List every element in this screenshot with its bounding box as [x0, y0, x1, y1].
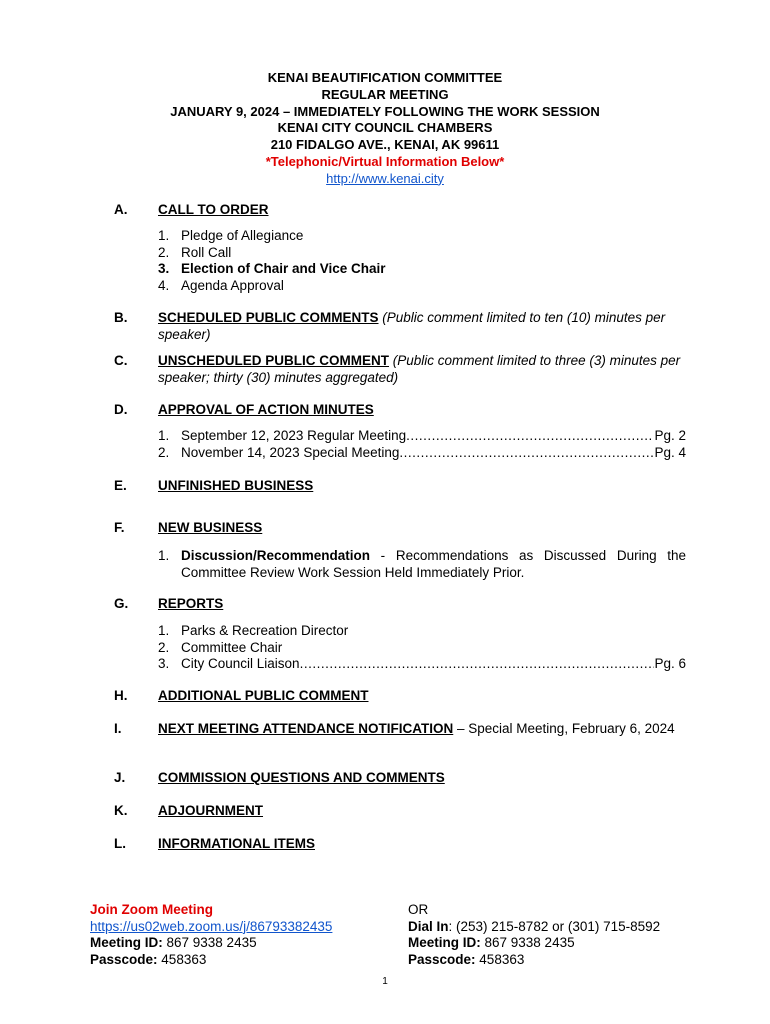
- list-item: 2. Roll Call: [158, 244, 232, 260]
- list-item: 3. Election of Chair and Vice Chair: [158, 261, 386, 276]
- section-title: NEW BUSINESS: [158, 520, 263, 535]
- section-note: (Public comment limited to three (3) minutes per speaker; thirty (30) minutes aggregated): [158, 353, 681, 385]
- section-title: REPORTS: [158, 596, 224, 611]
- list-item: 1. Pledge of Allegiance: [158, 228, 304, 243]
- list-item: 2. Committee Chair: [158, 639, 283, 655]
- meeting-address: 210 FIDALGO AVE., KENAI, AK 99611: [270, 137, 500, 153]
- call-to-order-list: [158, 228, 686, 294]
- dial-in-info: [408, 902, 660, 968]
- zoom-passcode: Passcode: 458363: [90, 951, 207, 967]
- meeting-date: JANUARY 9, 2024 – IMMEDIATELY FOLLOWING THE WORK SESSION: [170, 103, 600, 119]
- telephonic-notice: *Telephonic/Virtual Information Below*: [265, 153, 505, 169]
- dial-passcode: Passcode: 458363: [408, 951, 525, 967]
- new-business-list: [158, 548, 686, 581]
- page-reference: Pg. 6: [654, 656, 686, 671]
- zoom-title: Join Zoom Meeting: [90, 902, 213, 917]
- or-label: OR: [408, 902, 429, 917]
- section-title: SCHEDULED PUBLIC COMMENTS: [158, 310, 379, 325]
- section-title: ADDITIONAL PUBLIC COMMENT: [158, 688, 369, 703]
- minutes-list: [158, 428, 686, 461]
- page-number: 1: [382, 976, 388, 987]
- meeting-location: KENAI CITY COUNCIL CHAMBERS: [277, 120, 493, 136]
- page-reference: Pg. 4: [654, 444, 686, 460]
- section-title: COMMISSION QUESTIONS AND COMMENTS: [158, 770, 445, 785]
- dial-meeting-id: Meeting ID: 867 9338 2435: [408, 935, 575, 950]
- reports-list: [158, 623, 686, 673]
- list-item: 3. City Council Liaison ..... Pg. 6: [158, 656, 686, 673]
- section-text: – Special Meeting, February 6, 2024: [453, 721, 675, 736]
- zoom-meeting-id: Meeting ID: 867 9338 2435: [90, 935, 257, 950]
- list-item: 1. Discussion/Recommendation - Recommendations as Discussed During the Committee Review Work Session Held Immediately Prior.: [158, 548, 686, 580]
- committee-name: KENAI BEAUTIFICATION COMMITTEE: [267, 70, 503, 85]
- agenda-header: [0, 70, 770, 188]
- section-title: UNSCHEDULED PUBLIC COMMENT: [158, 353, 389, 368]
- city-website-link[interactable]: http://www.kenai.city: [326, 170, 444, 186]
- meeting-type: REGULAR MEETING: [321, 86, 449, 102]
- section-note: (Public comment limited to ten (10) minutes per speaker): [158, 310, 666, 342]
- zoom-link[interactable]: https://us02web.zoom.us/j/86793382435: [90, 918, 333, 934]
- zoom-info: [90, 902, 332, 968]
- section-title: NEXT MEETING ATTENDANCE NOTIFICATION: [158, 721, 454, 736]
- section-title: INFORMATIONAL ITEMS: [158, 836, 315, 851]
- dial-in-numbers: Dial In: (253) 215-8782 or (301) 715-8592: [408, 918, 661, 934]
- page-reference: Pg. 2: [654, 428, 686, 443]
- list-item: 4. Agenda Approval: [158, 277, 284, 293]
- section-title: UNFINISHED BUSINESS: [158, 478, 314, 493]
- agenda-page: KENAI BEAUTIFICATION COMMITTEE REGULAR MEETING JANUARY 9, 2024 – IMMEDIATELY FOLLOWING THE WORK SESSION KENAI CITY COUNCIL CHAMBERS 210 FIDALGO AVE., KENAI, AK 99611 *Telephonic/Virtual Information Below* http://www.kenai.city A. CALL TO ORDER 1. Pledge of Allegiance 2. Roll Call 3. Election of Chair and Vice Chair 4. Agenda Approval B. SCHEDULED PUBLIC COMMENTS (Public comment limited to ten (10) minutes per speaker) C. UNSCHEDULED PUBLIC COMMENT (Public comment limited to three (3) minutes per speaker; thirty (30) minutes aggregated) D. APPROVAL OF ACTION MINUTES 1. September 12, 2023 Regular Meeting ..... Pg. 2 2. November 14, 2023 Special Meeting ..... Pg. 4 E. UNFINISHED BUSINESS F. NEW BUSINESS 1. Discussion/Recommendation - Recommendations as Discussed During the Committee Review Work Session Held Immediately Prior. G. REPORTS 1. Parks & Recreation Director 2. Committee Chair 3. City Council Liaison ..... Pg. 6 H. ADDITIONAL PUBLIC COMMENT I. NEXT MEETING ATTENDANCE NOTIFICATION – Special Meeting, February 6, 2024 J. COMMISSION QUESTIONS AND COMMENTS K. ADJOURNMENT L. INFORMATIONAL ITEMS Join Zoom Meeting https://us02web.zoom.us/j/86793382435 Meeting ID: 867 9338 2435 Passcode: 458363 OR Dial In: (253) 215-8782 or (301) 715-8592 Meeting ID: 867 9338 2435 Passcode: 458363 1: [0, 0, 770, 1024]
- list-item: 2. November 14, 2023 Special Meeting ..... Pg. 4: [158, 445, 686, 462]
- section-title: ADJOURNMENT: [158, 803, 264, 818]
- section-title: CALL TO ORDER: [158, 202, 269, 217]
- list-item: 1. September 12, 2023 Regular Meeting ..... Pg. 2: [158, 428, 686, 445]
- section-title: APPROVAL OF ACTION MINUTES: [158, 402, 374, 417]
- list-item: 1. Parks & Recreation Director: [158, 623, 349, 638]
- section-letter: A.: [114, 202, 128, 217]
